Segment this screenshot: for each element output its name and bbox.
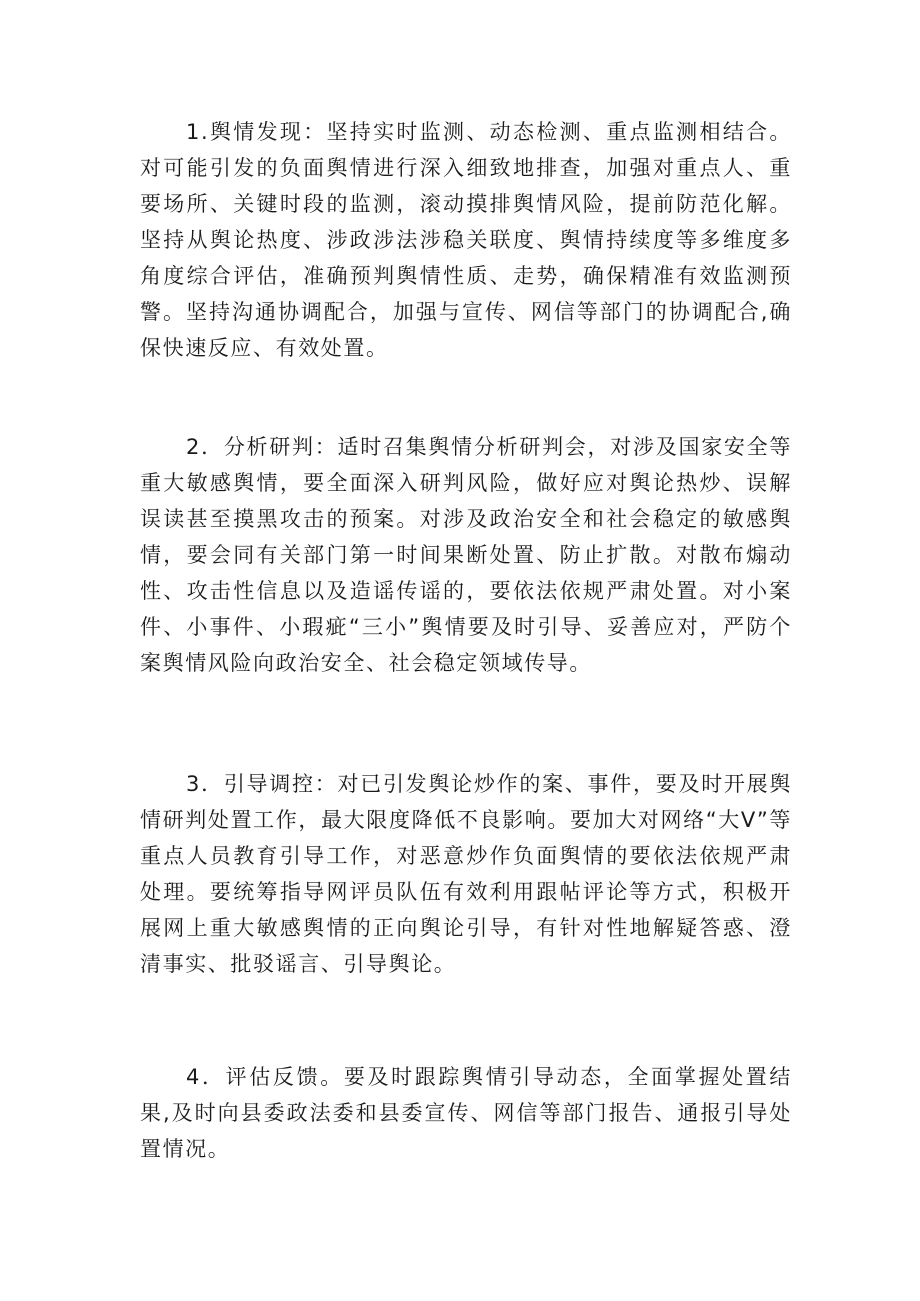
paragraph-evaluation-feedback: 4．评估反馈。要及时跟踪舆情引导动态，全面掌握处置结果,及时向县委政法委和县委宣传、网信等部门报告、通报引导处置情况。 [140,1065,792,1161]
paragraph-analysis-judgement: 2．分析研判：适时召集舆情分析研判会，对涉及国家安全等重大敏感舆情，要全面深入研判风险，做好应对舆论热炒、误解误读甚至摸黑攻击的预案。对涉及政治安全和社会稳定的敏感舆情，要会同有关部门第一时间果断处置、防止扩散。对散布煽动性、攻击性信息以及造谣传谣的，要依法依规严肃处置。对小案件、小事件、小瑕疵“三小”舆情要及时引导、妥善应对，严防个案舆情风险向政治安全、社会稳定领域传导。 [140,435,792,675]
paragraph-public-opinion-discovery: 1.舆情发现：坚持实时监测、动态检测、重点监测相结合。对可能引发的负面舆情进行深入细致地排查，加强对重点人、重要场所、关键时段的监测，滚动摸排舆情风险，提前防范化解。坚持从舆论热度、涉政涉法涉稳关联度、舆情持续度等多维度多角度综合评估，准确预判舆情性质、走势，确保精准有效监测预警。坚持沟通协调配合，加强与宣传、网信等部门的协调配合,确保快速反应、有效处置。 [140,120,792,360]
paragraph-guidance-control: 3．引导调控：对已引发舆论炒作的案、事件，要及时开展舆情研判处置工作，最大限度降低不良影响。要加大对网络“大V”等重点人员教育引导工作，对恶意炒作负面舆情的要依法依规严肃处理。要统筹指导网评员队伍有效利用跟帖评论等方式，积极开展网上重大敏感舆情的正向舆论引导，有针对性地解疑答惑、澄清事实、批驳谣言、引导舆论。 [140,772,792,976]
